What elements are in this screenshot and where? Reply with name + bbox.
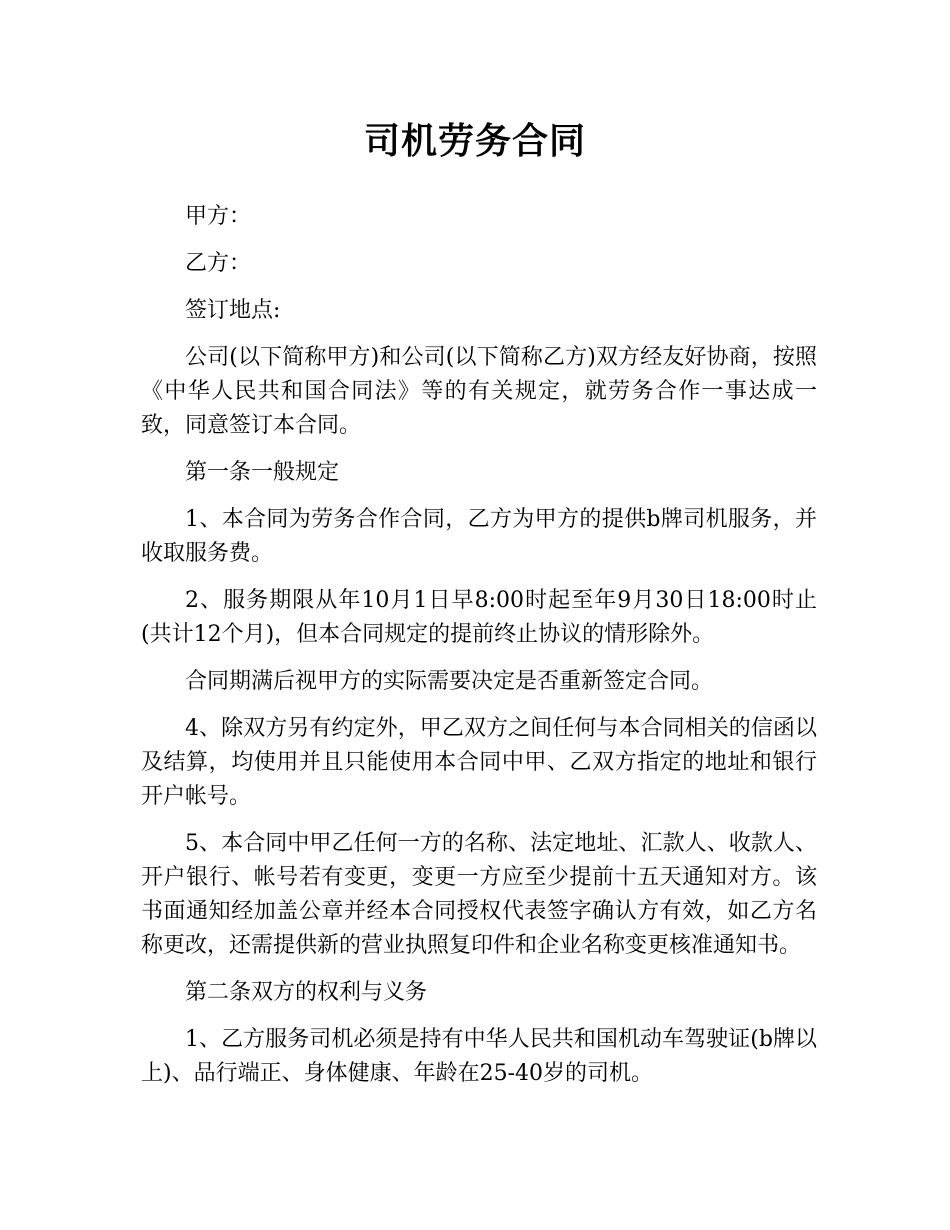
clause-1-1: 1、本合同为劳务合作合同，乙方为甲方的提供b牌司机服务，并收取服务费。 [141,507,817,566]
renewal-paragraph: 合同期满后视甲方的实际需要决定是否重新签定合同。 [185,669,714,694]
article-2-heading: 第二条双方的权利与义务 [185,980,428,1005]
clause-1-2: 2、服务期限从年10月1日早8:00时起至年9月30日18:00时止(共计12个月)，但本合同规定的提前终止协议的情形除外。 [141,588,817,647]
article-1-heading: 第一条一般规定 [185,460,340,485]
document-body [141,200,817,1104]
clause-1-5: 5、本合同中甲乙任何一方的名称、法定地址、汇款人、收款人、开户银行、帐号若有变更，变更一方应至少提前十五天通知对方。该书面通知经加盖公章并经本合同授权代表签字确认方有效，如乙方名称更改，还需提供新的营业执照复印件和企业名称变更核准通知书。 [141,831,817,958]
party-b-line: 乙方： [185,251,252,276]
clause-2-1: 1、乙方服务司机必须是持有中华人民共和国机动车驾驶证(b牌以上)、品行端正、身体健康、年龄在25-40岁的司机。 [141,1027,817,1086]
clause-1-4: 4、除双方另有约定外，甲乙双方之间任何与本合同相关的信函以及结算，均使用并且只能使用本合同中甲、乙双方指定的地址和银行开户帐号。 [141,716,817,809]
preamble-paragraph: 公司(以下简称甲方)和公司(以下简称乙方)双方经友好协商，按照《中华人民共和国合同法》等的有关规定，就劳务合作一事达成一致，同意签订本合同。 [141,345,817,438]
party-a-line: 甲方： [185,204,252,229]
document-title: 司机劳务合同 [363,121,586,162]
signing-location-line: 签订地点: [185,298,281,323]
